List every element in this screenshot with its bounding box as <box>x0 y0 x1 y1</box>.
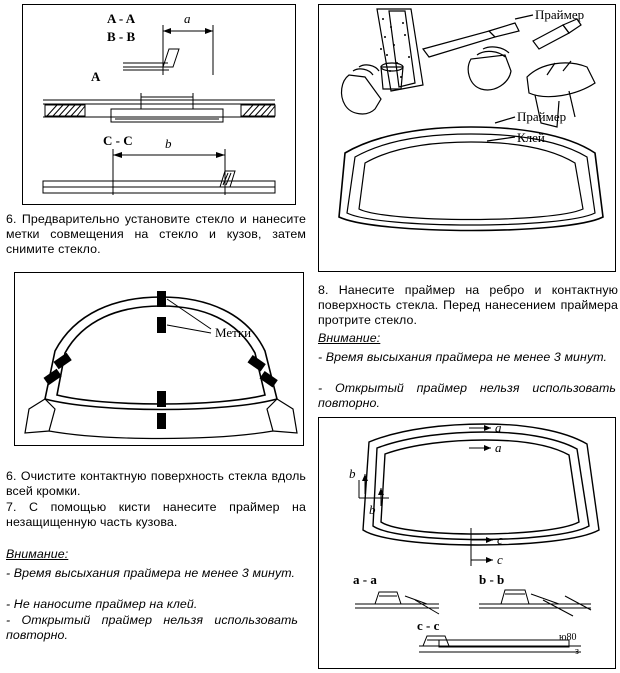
step-7-number: 7. <box>6 500 17 514</box>
step-6b-body: Очистите контактную поверхность стекла вдоль всей кромки. <box>6 469 306 499</box>
right-column <box>314 0 620 673</box>
figure-glass-sections <box>318 417 616 669</box>
svg-text:a: a <box>184 11 191 26</box>
svg-text:c: c <box>497 532 503 547</box>
svg-text:a: a <box>495 420 502 435</box>
attention-item-right-1: - Время высыхания праймера не менее 3 минут. <box>318 350 608 364</box>
svg-text:b: b <box>165 136 172 151</box>
svg-text:b - b: b - b <box>479 572 505 587</box>
step-6b-paragraph <box>6 469 306 499</box>
figure-primer-glue <box>318 4 616 272</box>
primer-label-mid: Праймер <box>517 109 567 124</box>
svg-text:c: c <box>497 552 503 567</box>
attention-item-right-2: - Открытый праймер нельзя использовать повторно. <box>318 381 616 411</box>
attention-item-left-3: - Открытый праймер нельзя использовать повторно. <box>6 613 298 643</box>
figure-windshield-marks <box>14 272 304 446</box>
attention-heading-left-text: Внимание: <box>6 547 69 561</box>
step-6-number: 6. <box>6 212 17 226</box>
attention-item-left-2: - Не наносите праймер на клей. <box>6 597 198 611</box>
attention-heading-right-text: Внимание: <box>318 331 381 345</box>
step-8-number: 8. <box>318 283 329 297</box>
figure-cross-sections <box>22 4 296 205</box>
step-6b-number: 6. <box>6 469 17 483</box>
attention-heading-left <box>6 547 206 562</box>
step-8-body: Нанесите праймер на ребро и контактную поверхность стекла. Перед нанесением праймера протрите стекло. <box>318 283 619 328</box>
step-6-paragraph <box>6 212 306 258</box>
svg-text:c - c: c - c <box>417 618 440 633</box>
attention-item-left-1: - Время высыхания праймера не менее 3 минут. <box>6 566 296 580</box>
marks-label-text: Метки <box>215 325 252 340</box>
svg-text:A: A <box>91 69 101 84</box>
svg-text:C - C: C - C <box>103 133 133 148</box>
step-7-paragraph <box>6 500 306 530</box>
step-6-body: Предварительно установите стекло и нанесите метки совмещения на стекло и кузов, затем снимите стекло. <box>6 212 307 257</box>
svg-text:A - A: A - A <box>107 11 136 26</box>
svg-text:a: a <box>495 440 502 455</box>
primer-label-top: Праймер <box>535 7 585 22</box>
step-7-body: С помощью кисти нанесите праймер на незащищенную часть кузова. <box>6 500 306 530</box>
attention-heading-right <box>318 331 518 346</box>
svg-text:b: b <box>369 502 376 517</box>
svg-text:a - a: a - a <box>353 572 377 587</box>
svg-text:B - B: B - B <box>107 29 136 44</box>
svg-text:b: b <box>349 466 356 481</box>
svg-text:ю80: ю80 <box>559 632 577 643</box>
svg-text:з: з <box>575 646 579 657</box>
glue-label: Клей <box>517 130 545 145</box>
step-8-paragraph <box>318 283 618 329</box>
